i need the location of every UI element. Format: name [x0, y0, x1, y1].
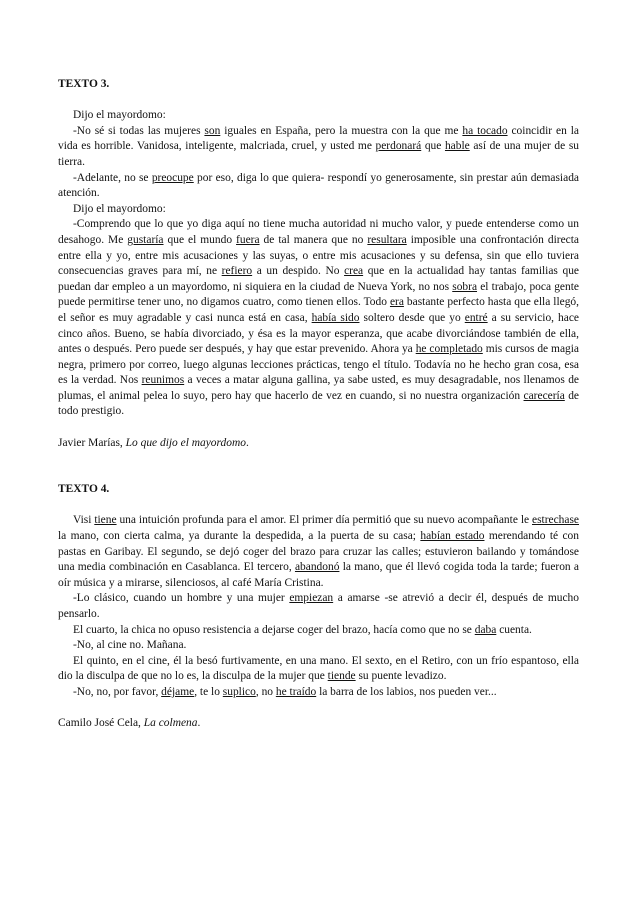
texto4-citation: Camilo José Cela, La colmena. — [58, 717, 201, 730]
underlined-verb: suplico — [222, 685, 256, 698]
texto3-author: Javier Marías, — [58, 436, 126, 449]
texto3-work: Lo que dijo el mayordomo — [125, 436, 246, 449]
underlined-verb: abandonó — [294, 561, 340, 574]
underlined-verb: daba — [474, 623, 497, 636]
texto3-paragraph-5: -Comprendo que lo que yo diga aquí no tiene mucha autoridad ni mucho valor, y puede entenderse como un desahogo. Me gustaría que el mundo fuera de tal manera que no resultara imposible una confrontación directa entre ella y yo, entre mis acusaciones y las suyas, o entre mis acusaciones y su defensa, sin que ello tuviera consecuencias graves para mí, ne refiero a un despido. No crea que en la actualidad hay tantas familias que puedan dar empleo a un mayordomo, ni siquiera en la ciudad de Nueva York, no nos sobra el trabajo, poca gente puede permitirse tener uno, no digamos cuatro, como tienen ellos. Todo era bastante perfecto hasta que ella llegó, el señor es muy agradable y casi nunca está en casa, había sido soltero desde que yo entré a su servicio, hace cinco años. Bueno, se había divorciado, y ésa es la mayor esperanza, que acabe divorciándose también de ella, antes o después. Pero puede ser después, y hay que estar prevenido. Ahora ya he completado mis cursos de magia negra, primero por correo, luego algunas lecciones prácticas, tengo el título. Todavía no he hecho gran cosa, esa es la verdad. Nos reunimos a veces a matar alguna gallina, ya sabe usted, es muy desagradable, nos llenamos de plumas, el animal pelea lo suyo, pero hay que hacerlo de vez en cuando, si no nuestra organización carecería de todo prestigio. — [58, 218, 580, 418]
texto4-paragraph-4: -No, al cine no. Mañana. — [73, 639, 187, 652]
underlined-verb: hable — [444, 140, 470, 153]
underlined-verb: empiezan — [289, 592, 334, 605]
document-body — [58, 77, 579, 732]
underlined-verb: fuera — [236, 233, 260, 246]
texto4-paragraph-2: -Lo clásico, cuando un hombre y una mujer empiezan a amarse -se atrevió a decir él, después de mucho pensarlo. — [58, 592, 579, 620]
underlined-verb: preocupe — [151, 171, 194, 184]
underlined-verb: carecería — [523, 389, 565, 402]
texto4-work: La colmena — [143, 717, 198, 730]
underlined-verb: he completado — [415, 343, 483, 356]
underlined-verb: ha tocado — [462, 124, 508, 137]
underlined-verb: tiene — [94, 514, 117, 527]
underlined-verb: habían estado — [420, 530, 485, 543]
underlined-verb: son — [204, 124, 221, 137]
underlined-verb: sobra — [452, 280, 478, 293]
underlined-verb: estrechase — [532, 514, 579, 527]
texto4-title: TEXTO 4. — [58, 483, 110, 496]
texto3-title: TEXTO 3. — [58, 78, 110, 90]
underlined-verb: déjame — [161, 685, 195, 698]
texto4-paragraph-1: Visi tiene una intuición profunda para el amor. El primer día permitió que su nuevo acompañante le estrechase la mano, con cierta calma, ya durante la despedida, a la puerta de su casa; habían estado merendando té con pastas en Garibay. El segundo, se dejó coger del brazo para cruzar las calles; estuvieron bailando y tomándose una media combinación en Casablanca. El tercero, abandonó la mano, que él llevó cogida toda la tarde; fueron a oír música y a mirarse, silenciosos, al café María Cristina. — [58, 514, 579, 589]
texto3-paragraph-1: Dijo el mayordomo: — [73, 109, 166, 122]
underlined-verb: gustaría — [127, 233, 164, 246]
underlined-verb: había sido — [311, 311, 360, 324]
texto3-paragraph-4: Dijo el mayordomo: — [73, 202, 166, 215]
underlined-verb: crea — [344, 265, 364, 278]
texto3-paragraph-2: -No sé si todas las mujeres son iguales en España, pero la muestra con la que me ha tocado coincidir en la vida es horrible. Vanidosa, inteligente, malcriada, cruel, y usted me perdonará que hable así de una mujer de su tierra. — [58, 124, 579, 168]
underlined-verb: he traído — [275, 685, 317, 698]
underlined-verb: tiende — [327, 670, 356, 683]
underlined-verb: entré — [464, 311, 488, 324]
underlined-verb: perdonará — [375, 140, 422, 153]
underlined-verb: era — [389, 296, 404, 309]
texto4-author: Camilo José Cela, — [58, 717, 144, 730]
texto4-paragraph-3: El cuarto, la chica no opuso resistencia a dejarse coger del brazo, hacía como que no se daba cuenta. — [73, 623, 532, 636]
underlined-verb: reunimos — [141, 374, 185, 387]
underlined-verb: refiero — [221, 265, 253, 278]
underlined-verb: resultara — [367, 233, 407, 246]
texto3-paragraph-3: -Adelante, no se preocupe por eso, diga lo que quiera- respondí yo generosamente, sin prestar aún demasiada atención. — [58, 171, 579, 200]
texto4-paragraph-6: -No, no, por favor, déjame, te lo suplico, no he traído la barra de los labios, nos pueden ver... — [73, 685, 497, 698]
texto4-paragraph-5: El quinto, en el cine, él la besó furtivamente, en una mano. El sexto, en el Retiro, con un frío espantoso, ella dio la disculpa de que no lo es, la disculpa de la mujer que tiende su puente levadizo. — [58, 654, 579, 683]
texto3-citation: Javier Marías, Lo que dijo el mayordomo. — [58, 436, 249, 449]
